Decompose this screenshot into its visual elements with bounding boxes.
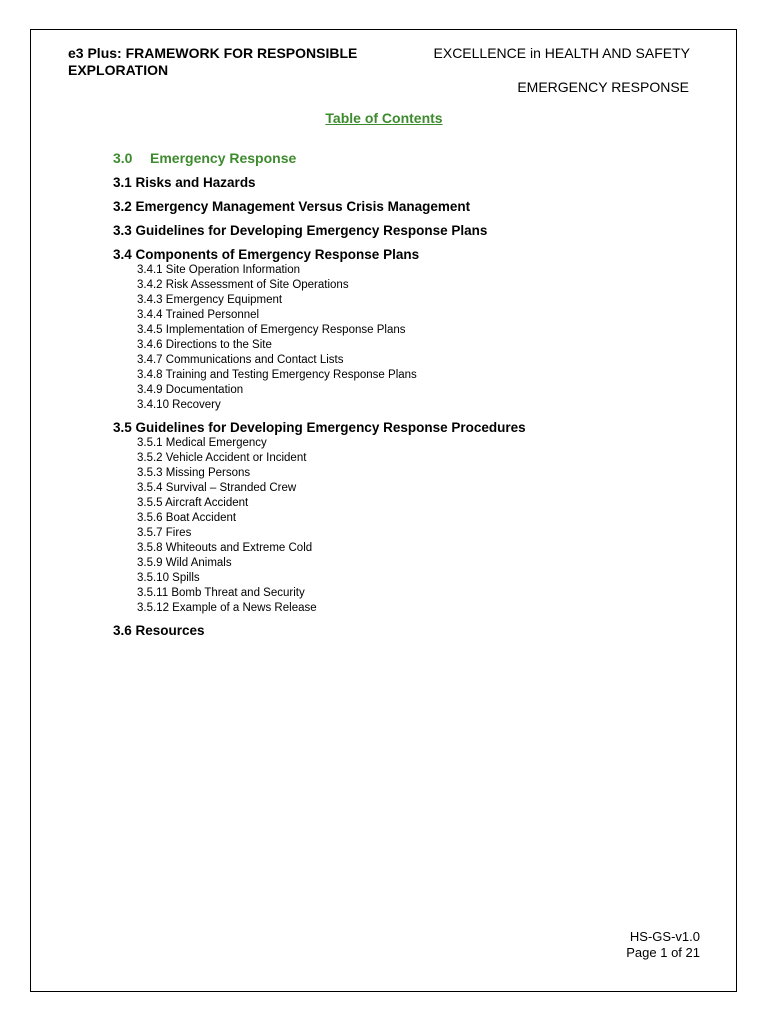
toc-subsection[interactable]: 3.4.2 Risk Assessment of Site Operations: [137, 279, 349, 291]
toc-subsection[interactable]: 3.4.8 Training and Testing Emergency Response Plans: [137, 369, 417, 381]
page-footer: [626, 929, 700, 961]
toc-section[interactable]: 3.4 Components of Emergency Response Plans: [113, 247, 420, 262]
toc-subsection[interactable]: 3.5.7 Fires: [137, 527, 192, 539]
table-of-contents: [113, 150, 713, 647]
toc-subsection[interactable]: 3.5.11 Bomb Threat and Security: [137, 587, 305, 599]
toc-chapter[interactable]: [113, 150, 713, 167]
toc-section[interactable]: 3.5 Guidelines for Developing Emergency Response Procedures: [113, 420, 526, 435]
toc-sections: [113, 175, 713, 639]
toc-title[interactable]: Table of Contents: [325, 110, 443, 126]
toc-subsection[interactable]: 3.4.10 Recovery: [137, 399, 221, 411]
toc-subsection[interactable]: 3.5.10 Spills: [137, 572, 200, 584]
toc-section[interactable]: 3.1 Risks and Hazards: [113, 175, 256, 190]
toc-subsection-list: [113, 263, 713, 413]
toc-chapter-number: 3.0: [113, 150, 133, 166]
toc-section[interactable]: 3.2 Emergency Management Versus Crisis Management: [113, 199, 471, 214]
header-section: EMERGENCY RESPONSE: [517, 79, 689, 95]
toc-subsection[interactable]: 3.4.4 Trained Personnel: [137, 309, 260, 321]
toc-subsection[interactable]: 3.5.3 Missing Persons: [137, 467, 251, 479]
toc-subsection[interactable]: 3.5.4 Survival – Stranded Crew: [137, 482, 297, 494]
toc-section[interactable]: 3.6 Resources: [113, 623, 205, 638]
toc-subsection[interactable]: 3.4.7 Communications and Contact Lists: [137, 354, 344, 366]
toc-section[interactable]: 3.3 Guidelines for Developing Emergency Response Plans: [113, 223, 488, 238]
toc-subsection[interactable]: 3.5.9 Wild Animals: [137, 557, 232, 569]
toc-subsection[interactable]: 3.4.6 Directions to the Site: [137, 339, 272, 351]
toc-subsection-list: [113, 436, 713, 616]
document-title: e3 Plus: FRAMEWORK FOR RESPONSIBLE EXPLORATION: [68, 45, 358, 78]
document-code: HS-GS-v1.0: [629, 929, 700, 944]
page-number: Page 1 of 21: [626, 945, 700, 960]
toc-subsection[interactable]: 3.4.9 Documentation: [137, 384, 244, 396]
header-category: EXCELLENCE in HEALTH AND SAFETY: [433, 45, 690, 61]
toc-subsection[interactable]: 3.5.6 Boat Accident: [137, 512, 237, 524]
toc-subsection[interactable]: 3.5.2 Vehicle Accident or Incident: [137, 452, 307, 464]
toc-subsection[interactable]: 3.5.5 Aircraft Accident: [137, 497, 249, 509]
toc-subsection[interactable]: 3.5.12 Example of a News Release: [137, 602, 317, 614]
toc-subsection[interactable]: 3.4.5 Implementation of Emergency Response Plans: [137, 324, 406, 336]
toc-subsection[interactable]: 3.5.8 Whiteouts and Extreme Cold: [137, 542, 313, 554]
toc-subsection[interactable]: 3.5.1 Medical Emergency: [137, 437, 267, 449]
toc-subsection[interactable]: 3.4.3 Emergency Equipment: [137, 294, 283, 306]
toc-subsection[interactable]: 3.4.1 Site Operation Information: [137, 264, 301, 276]
toc-chapter-title: Emergency Response: [150, 150, 297, 166]
